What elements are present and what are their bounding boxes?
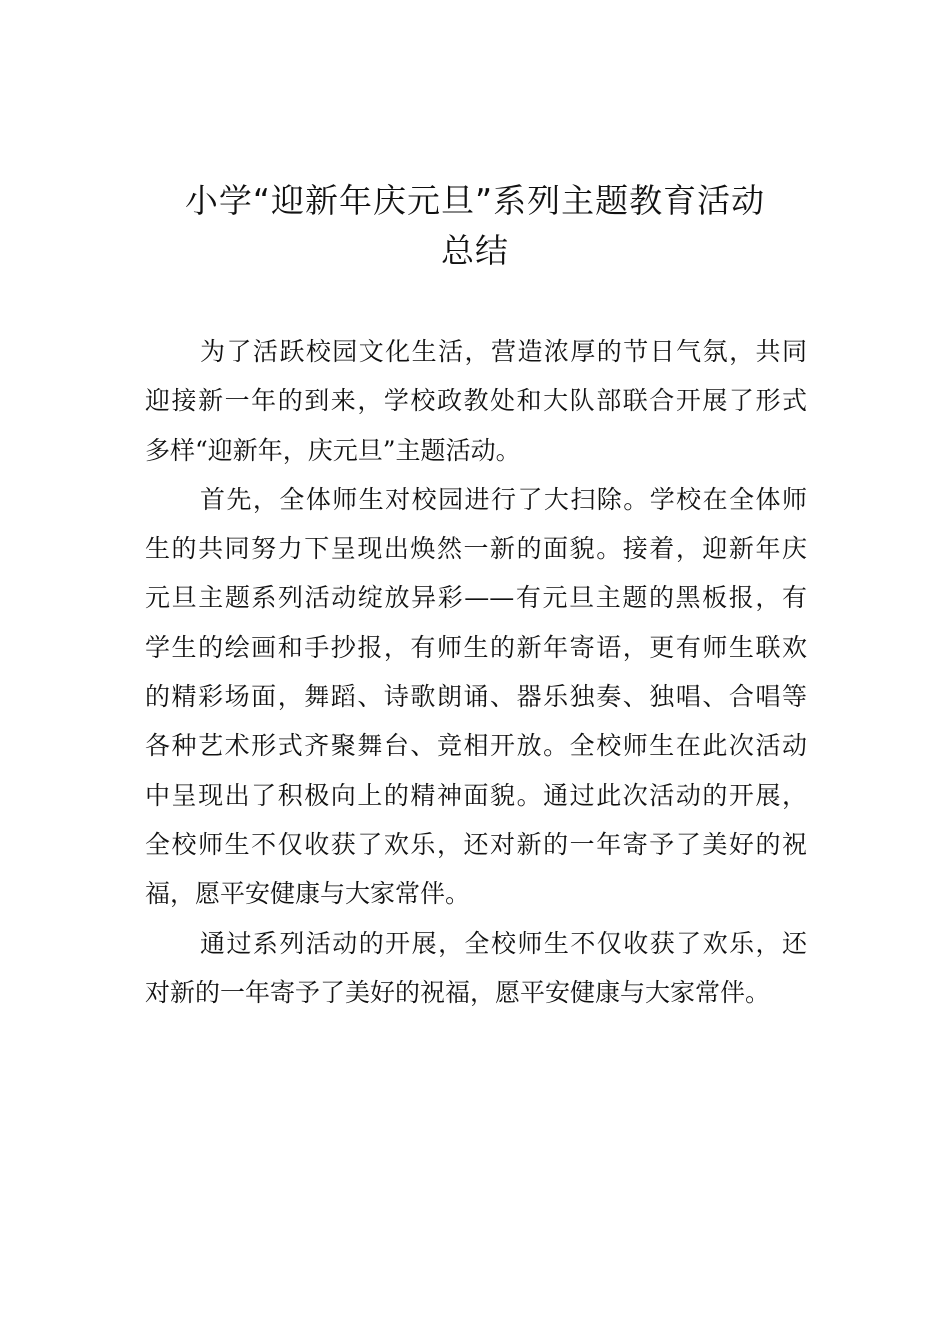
paragraph-line: 学生的绘画和手抄报，有师生的新年寄语，更有师生联欢 [145,632,807,662]
paragraph-line: 为了活跃校园文化生活，营造浓厚的节日气氛，共同 [200,337,807,366]
paragraph-line: 中呈现出了积极向上的精神面貌。通过此次活动的开展， [145,780,807,810]
paragraph-line: 迎接新一年的到来，学校政教处和大队部联合开展了形式 [145,386,807,416]
paragraph-line: 全校师生不仅收获了欢乐，还对新的一年寄予了美好的祝 [145,829,807,859]
title-line-1: 小学“迎新年庆元旦”系列主题教育活动 [184,181,766,220]
paragraph-line: 首先，全体师生对校园进行了大扫除。学校在全体师 [200,484,807,514]
paragraph-line: 多样“迎新年，庆元旦”主题活动。 [145,435,521,465]
paragraph-line: 各种艺术形式齐聚舞台、竞相开放。全校师生在此次活动 [145,731,807,761]
document-body [145,327,807,1017]
paragraph-line: 生的共同努力下呈现出焕然一新的面貌。接着，迎新年庆 [145,534,807,564]
paragraph-2 [145,475,807,919]
paragraph-line: 元旦主题系列活动绽放异彩——有元旦主题的黑板报，有 [145,583,807,613]
paragraph-3 [145,919,807,1018]
document-title [0,176,950,276]
paragraph-line: 的精彩场面，舞蹈、诗歌朗诵、器乐独奏、独唱、合唱等 [145,682,807,712]
paragraph-1 [145,327,807,475]
title-line-2: 总结 [441,231,509,270]
paragraph-line: 对新的一年寄予了美好的祝福，愿平安健康与大家常伴。 [145,977,771,1007]
paragraph-line: 福，愿平安健康与大家常伴。 [145,879,471,909]
paragraph-line: 通过系列活动的开展，全校师生不仅收获了欢乐，还 [200,928,807,958]
